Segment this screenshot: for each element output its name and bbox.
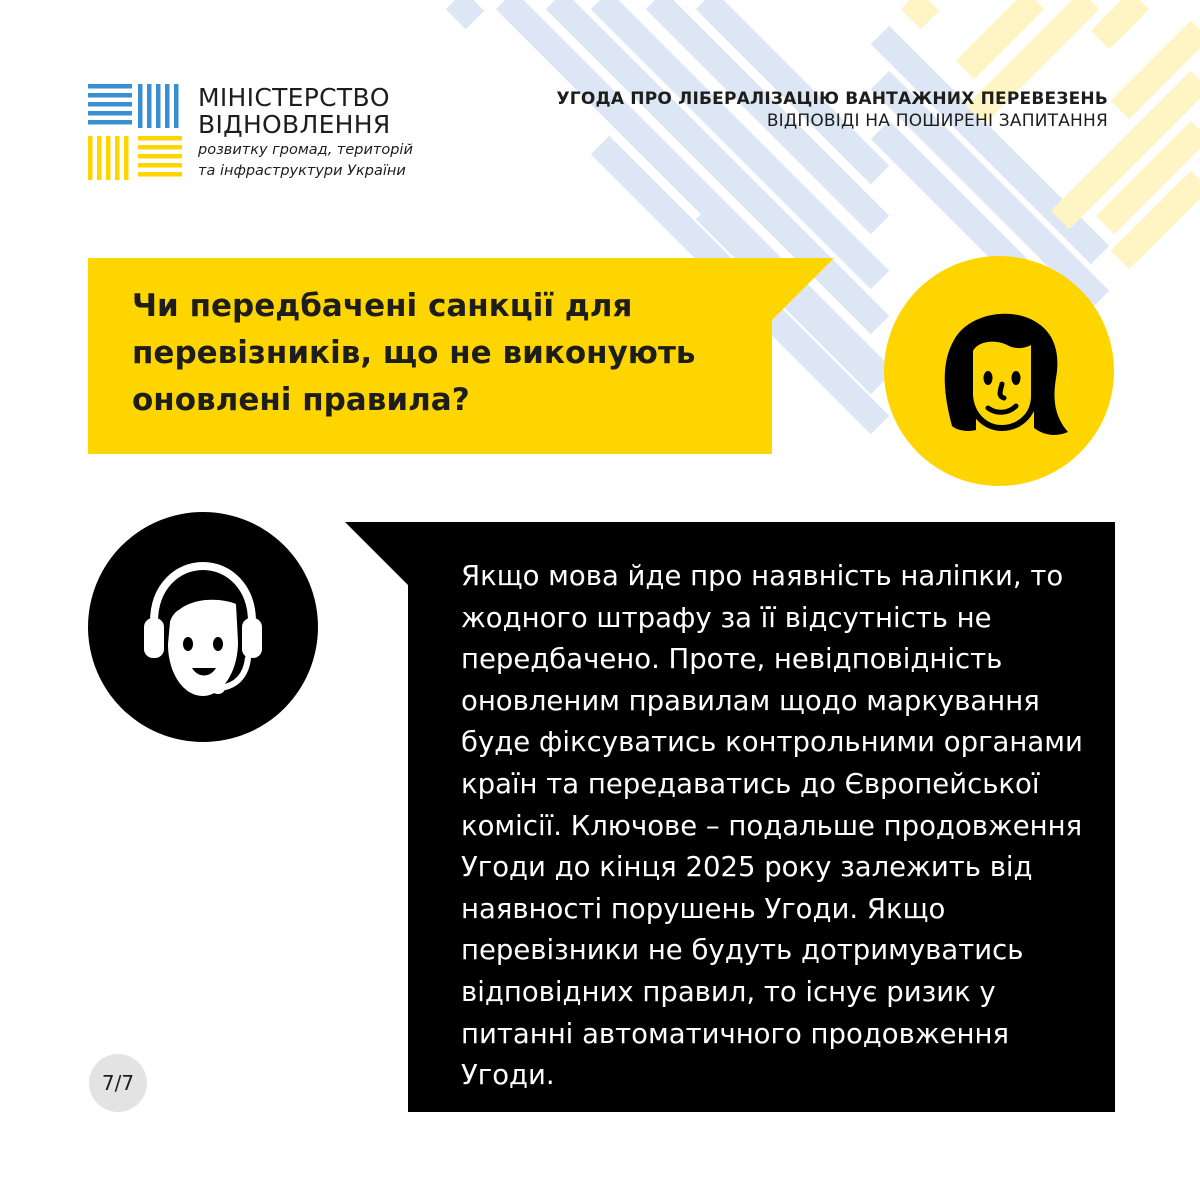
logo-subtitle-line1: розвитку громад, територій [198, 142, 413, 158]
logo-title-line1: МІНІСТЕРСТВО [198, 83, 390, 112]
operator-headset-icon [88, 512, 318, 742]
header-subtitle: ВІДПОВІДІ НА ПОШИРЕНІ ЗАПИТАННЯ [766, 111, 1108, 131]
answer-text: Якщо мова йде про наявність наліпки, то жодного штрафу за її відсутність не передбачено. Проте, невідповідність оновленим правилам щодо маркування буде фіксуватись контрольними органами країн та передаватись до Європейської комісії. Ключове – подальше продовження Угоди до кінця 2025 року залежить від наявності порушень Угоди. Якщо перевізники не будуть дотримуватись відповідних правил, то існує ризик у питанні автоматичного продовження Угоди. [461, 560, 1083, 1092]
ministry-logo-mark-icon [88, 84, 184, 180]
header-title: УГОДА ПРО ЛІБЕРАЛІЗАЦІЮ ВАНТАЖНИХ ПЕРЕВЕЗЕНЬ [556, 89, 1108, 109]
ministry-logo [88, 84, 413, 180]
question-text: Чи передбачені санкції для перевізників, що не виконують оновлені правила? [132, 288, 696, 418]
logo-subtitle-line2: та інфраструктури України [198, 163, 406, 179]
page-indicator: 7/7 [89, 1054, 147, 1112]
logo-text [198, 84, 413, 180]
header-block [557, 88, 1109, 132]
question-avatar [884, 256, 1114, 486]
logo-title-line2: ВІДНОВЛЕННЯ [198, 110, 391, 139]
answer-avatar [88, 512, 318, 742]
woman-avatar-icon [884, 256, 1114, 486]
